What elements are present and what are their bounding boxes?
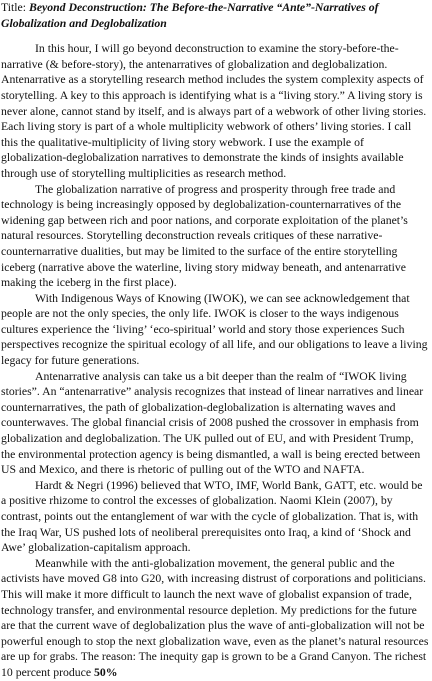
bold-percent: 50% [93, 665, 118, 679]
title-text: Beyond Deconstruction: The Before-the-Narrative “Ante”-Narratives of Globalization and Deglobalization [1, 1, 379, 30]
paragraph-antenarrative-intro: In this hour, I will go beyond deconstruction to examine the story-before-the-narrative (& before-story), the antenarratives of globalization and deglobalization. Antenarrative as a storytelling research method includes the system complexity aspects of storytelling. A key to this approach is identifying what is a “living story.” A living story is never alone, cannot stand by itself, and is always part of a webwork of other living stories. Each living story is part of a whole multiplicity webwork of others’ living stories. I call this the qualitative-multiplicity of living story webwork. I use the example of globalization-deglobalization narratives to demonstrate the kinds of insights available through use of storytelling multiplicities as research method. [1, 42, 427, 180]
paragraph-antenarrative-analysis: Antenarrative analysis can take us a bit deeper than the realm of “IWOK living stories”. An “antenarrative” analysis recognizes that instead of linear narratives and linear counternarratives, the path of globalization-deglobalization is alternating waves and counterwaves. The global financial crisis of 2008 pushed the crossover in emphasis from globalization and deglobalization. The UK pulled out of EU, and with President Trump, the environmental protection agency is being dismantled, a wall is being erected between US and Mexico, and there is rhetoric of pulling out of the WTO and NAFTA. [1, 369, 424, 477]
paragraph-anti-globalization [1, 556, 430, 681]
paragraph-hardt-negri: Hardt & Negri (1996) believed that WTO, IMF, World Bank, GATT, etc. would be a positive rhizome to control the excesses of globalization. Naomi Klein (2007), by contrast, points out the entanglement of war with the cycle of globalization. That is, with the Iraq War, US pushed lots of neoliberal prerequisites onto Iraq, a kind of ‘Shock and Awe’ globalization-capitalism approach. [1, 478, 423, 555]
paragraph-anti-globalization-text: Meanwhile with the anti-globalization movement, the general public and the activists have moved G8 into G20, with increasing distrust of corporations and politicians. This will make it more difficult to launch the next wave of globalist expansion of trade, technology transfer, and environmental resource depletion. My predictions for the future are that the current wave of deglobalization plus the wave of anti-globalization will not be powerful enough to stop the next globalization wave, even as the planet’s natural resources are up for grabs. The reason: The inequity gap is grown to be a Grand Canyon. The richest 10 percent produce [1, 556, 429, 679]
paragraph-globalization-narrative: The globalization narrative of progress and prosperity through free trade and technology is being increasingly opposed by deglobalization-counternarratives of the widening gap between rich and poor nations, and corporate exploitation of the planet’s natural resources. Storytelling deconstruction reveals critiques of these narrative-counternarrative dualities, but may be limited to the surface of the entire storytelling iceberg (narrative above the waterline, living story midway beneath, and antenarrative making the iceberg in the first place). [1, 182, 408, 290]
title-prefix: Title: [1, 1, 29, 14]
paragraph-iwok: With Indigenous Ways of Knowing (IWOK), we can see acknowledgement that people are not the only species, the only life. IWOK is closer to the ways indigenous cultures experience the ‘living’ ‘eco-spiritual’ world and story those experiences Such perspectives recognize the spiritual ecology of all life, and our obligations to leave a living legacy for future generations. [1, 291, 428, 368]
document-title [1, 0, 430, 31]
